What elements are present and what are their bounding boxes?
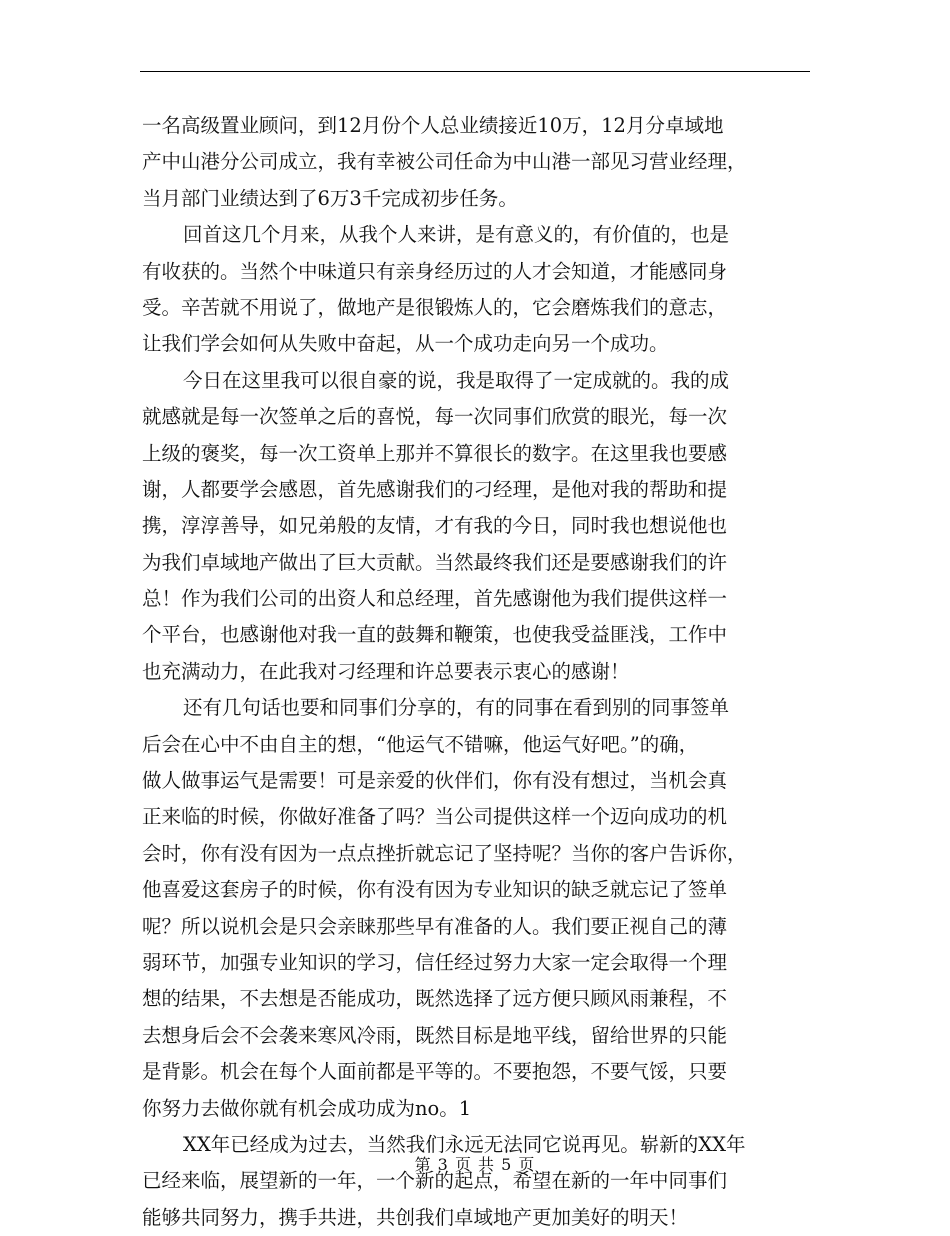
text-line: 产中山港分公司成立，我有幸被公司任命为中山港一部见习营业经理， — [142, 150, 747, 174]
paragraph-first-line: 回首这几个月来，从我个人来讲，是有意义的，有价值的，也是 — [183, 223, 730, 247]
text-line: 已经来临，展望新的一年，一个新的起点，希望在新的一年中同事们 — [142, 1169, 728, 1193]
text-line: 个平台，也感谢他对我一直的鼓舞和鞭策，也使我受益匪浅，工作中 — [142, 623, 728, 647]
text-line: 让我们学会如何从失败中奋起，从一个成功走向另一个成功。 — [142, 332, 669, 356]
text-line: 是背影。机会在每个人面前都是平等的。不要抱怨，不要气馁，只要 — [142, 1060, 728, 1084]
text-line: 有收获的。当然个中味道只有亲身经历过的人才会知道，才能感同身 — [142, 259, 728, 283]
text-line: 当月部门业绩达到了6万3千完成初步任务。 — [142, 186, 518, 210]
text-line: 受。辛苦就不用说了，做地产是很锻炼人的，它会磨炼我们的意志， — [142, 295, 728, 319]
text-line: 他喜爱这套房子的时候，你有没有因为专业知识的缺乏就忘记了签单 — [142, 878, 728, 902]
text-line: 你努力去做你就有机会成功成为no。1 — [142, 1096, 472, 1120]
paragraph-first-line: XX年已经成为过去，当然我们永远无法同它说再见。崭新的XX年 — [183, 1132, 746, 1156]
page-footer: 第 3 页 共 5 页 — [414, 1155, 536, 1174]
text-line: 呢？所以说机会是只会亲睐那些早有准备的人。我们要正视自己的薄 — [142, 914, 728, 938]
text-line: 能够共同努力，携手共进，共创我们卓域地产更加美好的明天！ — [142, 1205, 689, 1229]
text-line: 去想身后会不会袭来寒风冷雨，既然目标是地平线，留给世界的只能 — [142, 1023, 728, 1047]
text-line: 携，淳淳善导，如兄弟般的友情，才有我的今日，同时我也想说他也 — [142, 514, 728, 538]
text-line: 总！作为我们公司的出资人和总经理，首先感谢他为我们提供这样一 — [142, 587, 728, 611]
text-line: 想的结果，不去想是否能成功，既然选择了远方便只顾风雨兼程，不 — [142, 987, 728, 1011]
text-line: 为我们卓域地产做出了巨大贡献。当然最终我们还是要感谢我们的许 — [142, 550, 728, 574]
text-line: 上级的褒奖，每一次工资单上那并不算很长的数字。在这里我也要感 — [142, 441, 728, 465]
text-line: 就感就是每一次签单之后的喜悦，每一次同事们欣赏的眼光，每一次 — [142, 405, 728, 429]
text-line: 弱环节，加强专业知识的学习，信任经过努力大家一定会取得一个理 — [142, 950, 728, 974]
paragraph-first-line: 今日在这里我可以很自豪的说，我是取得了一定成就的。我的成 — [183, 368, 730, 392]
paragraph-first-line: 还有几句话也要和同事们分享的，有的同事在看到别的同事签单 — [183, 696, 730, 720]
body-text — [142, 108, 812, 1236]
text-line: 正来临的时候，你做好准备了吗？当公司提供这样一个迈向成功的机 — [142, 805, 728, 829]
text-line: 也充满动力，在此我对刁经理和许总要表示衷心的感谢！ — [142, 659, 630, 683]
text-line: 做人做事运气是需要！可是亲爱的伙伴们，你有没有想过，当机会真 — [142, 769, 728, 793]
header-rule — [140, 71, 810, 72]
text-line: 谢，人都要学会感恩，首先感谢我们的刁经理，是他对我的帮助和提 — [142, 477, 728, 501]
text-line: 会时，你有没有因为一点点挫折就忘记了坚持呢？当你的客户告诉你， — [142, 841, 747, 865]
text-line: 一名高级置业顾问，到12月份个人总业绩接近10万，12月分卓域地 — [142, 114, 724, 137]
text-line: 后会在心中不由自主的想，“他运气不错嘛，他运气好吧。”的确， — [142, 732, 699, 756]
